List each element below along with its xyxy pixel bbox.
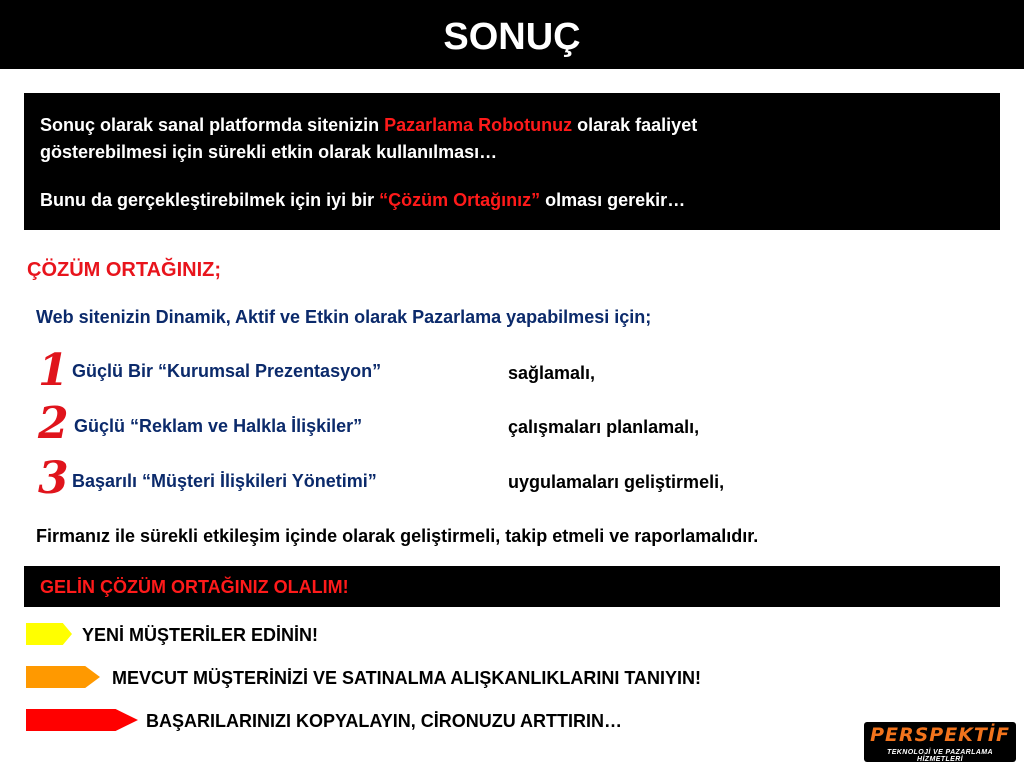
item-2-label: Güçlü “Reklam ve Halkla İlişkiler” <box>74 416 363 436</box>
intro-line-3-pre: Bunu da gerçekleştirebilmek için iyi bir <box>40 190 380 210</box>
intro-highlight-robot: Pazarlama Robotunuz <box>384 115 573 135</box>
red-arrow-icon <box>26 709 138 731</box>
item-1-action: sağlamalı, <box>508 363 596 383</box>
intro-line-2: gösterebilmesi için sürekli etkin olarak kullanılması… <box>40 142 498 162</box>
lead-text: Web sitenizin Dinamik, Aktif ve Etkin olarak Pazarlama yapabilmesi için; <box>36 307 652 327</box>
bullet-1-text: YENİ MÜŞTERİLER EDİNİN! <box>82 625 319 645</box>
intro-highlight-partner: “Çözüm Ortağınız” <box>379 190 541 210</box>
intro-line-1-pre: Sonuç olarak sanal platformda sitenizin <box>40 115 385 135</box>
intro-box <box>24 93 1000 230</box>
item-3-action: uygulamaları geliştirmeli, <box>508 472 725 492</box>
item-3-label: Başarılı “Müşteri İlişkileri Yönetimi” <box>72 471 377 491</box>
perspektif-logo <box>864 722 1016 762</box>
logo-tagline: TEKNOLOJİ VE PAZARLAMA HİZMETLERİ <box>887 749 993 763</box>
number-2-badge: 2 <box>38 398 69 449</box>
intro-line-3 <box>40 187 685 214</box>
number-1-badge: 1 <box>38 345 69 396</box>
cta-box <box>24 566 1000 607</box>
number-3-badge: 3 <box>38 453 69 504</box>
summary-text: Firmanız ile sürekli etkileşim içinde olarak geliştirmeli, takip etmeli ve raporlamalıdır. <box>36 526 759 546</box>
orange-arrow-icon <box>26 666 100 688</box>
yellow-arrow-icon <box>26 623 72 645</box>
intro-line-1-post: olarak faaliyet <box>572 115 698 135</box>
bullet-3-text: BAŞARILARINIZI KOPYALAYIN, CİRONUZU ARTTIRIN… <box>146 711 623 731</box>
item-2-action: çalışmaları planlamalı, <box>508 417 700 437</box>
logo-name: PERSPEKTİF <box>870 724 1010 746</box>
item-1-label: Güçlü Bir “Kurumsal Prezentasyon” <box>72 361 382 381</box>
page-title: SONUÇ <box>443 16 581 58</box>
bullet-2-text: MEVCUT MÜŞTERİNİZİ VE SATINALMA ALIŞKANLIKLARINI TANIYIN! <box>112 668 701 688</box>
section-heading: ÇÖZÜM ORTAĞINIZ; <box>27 259 222 281</box>
cta-text: GELİN ÇÖZÜM ORTAĞINIZ OLALIM! <box>40 577 349 597</box>
intro-line-1 <box>40 112 697 139</box>
intro-line-3-post: olması gerekir… <box>540 190 686 210</box>
